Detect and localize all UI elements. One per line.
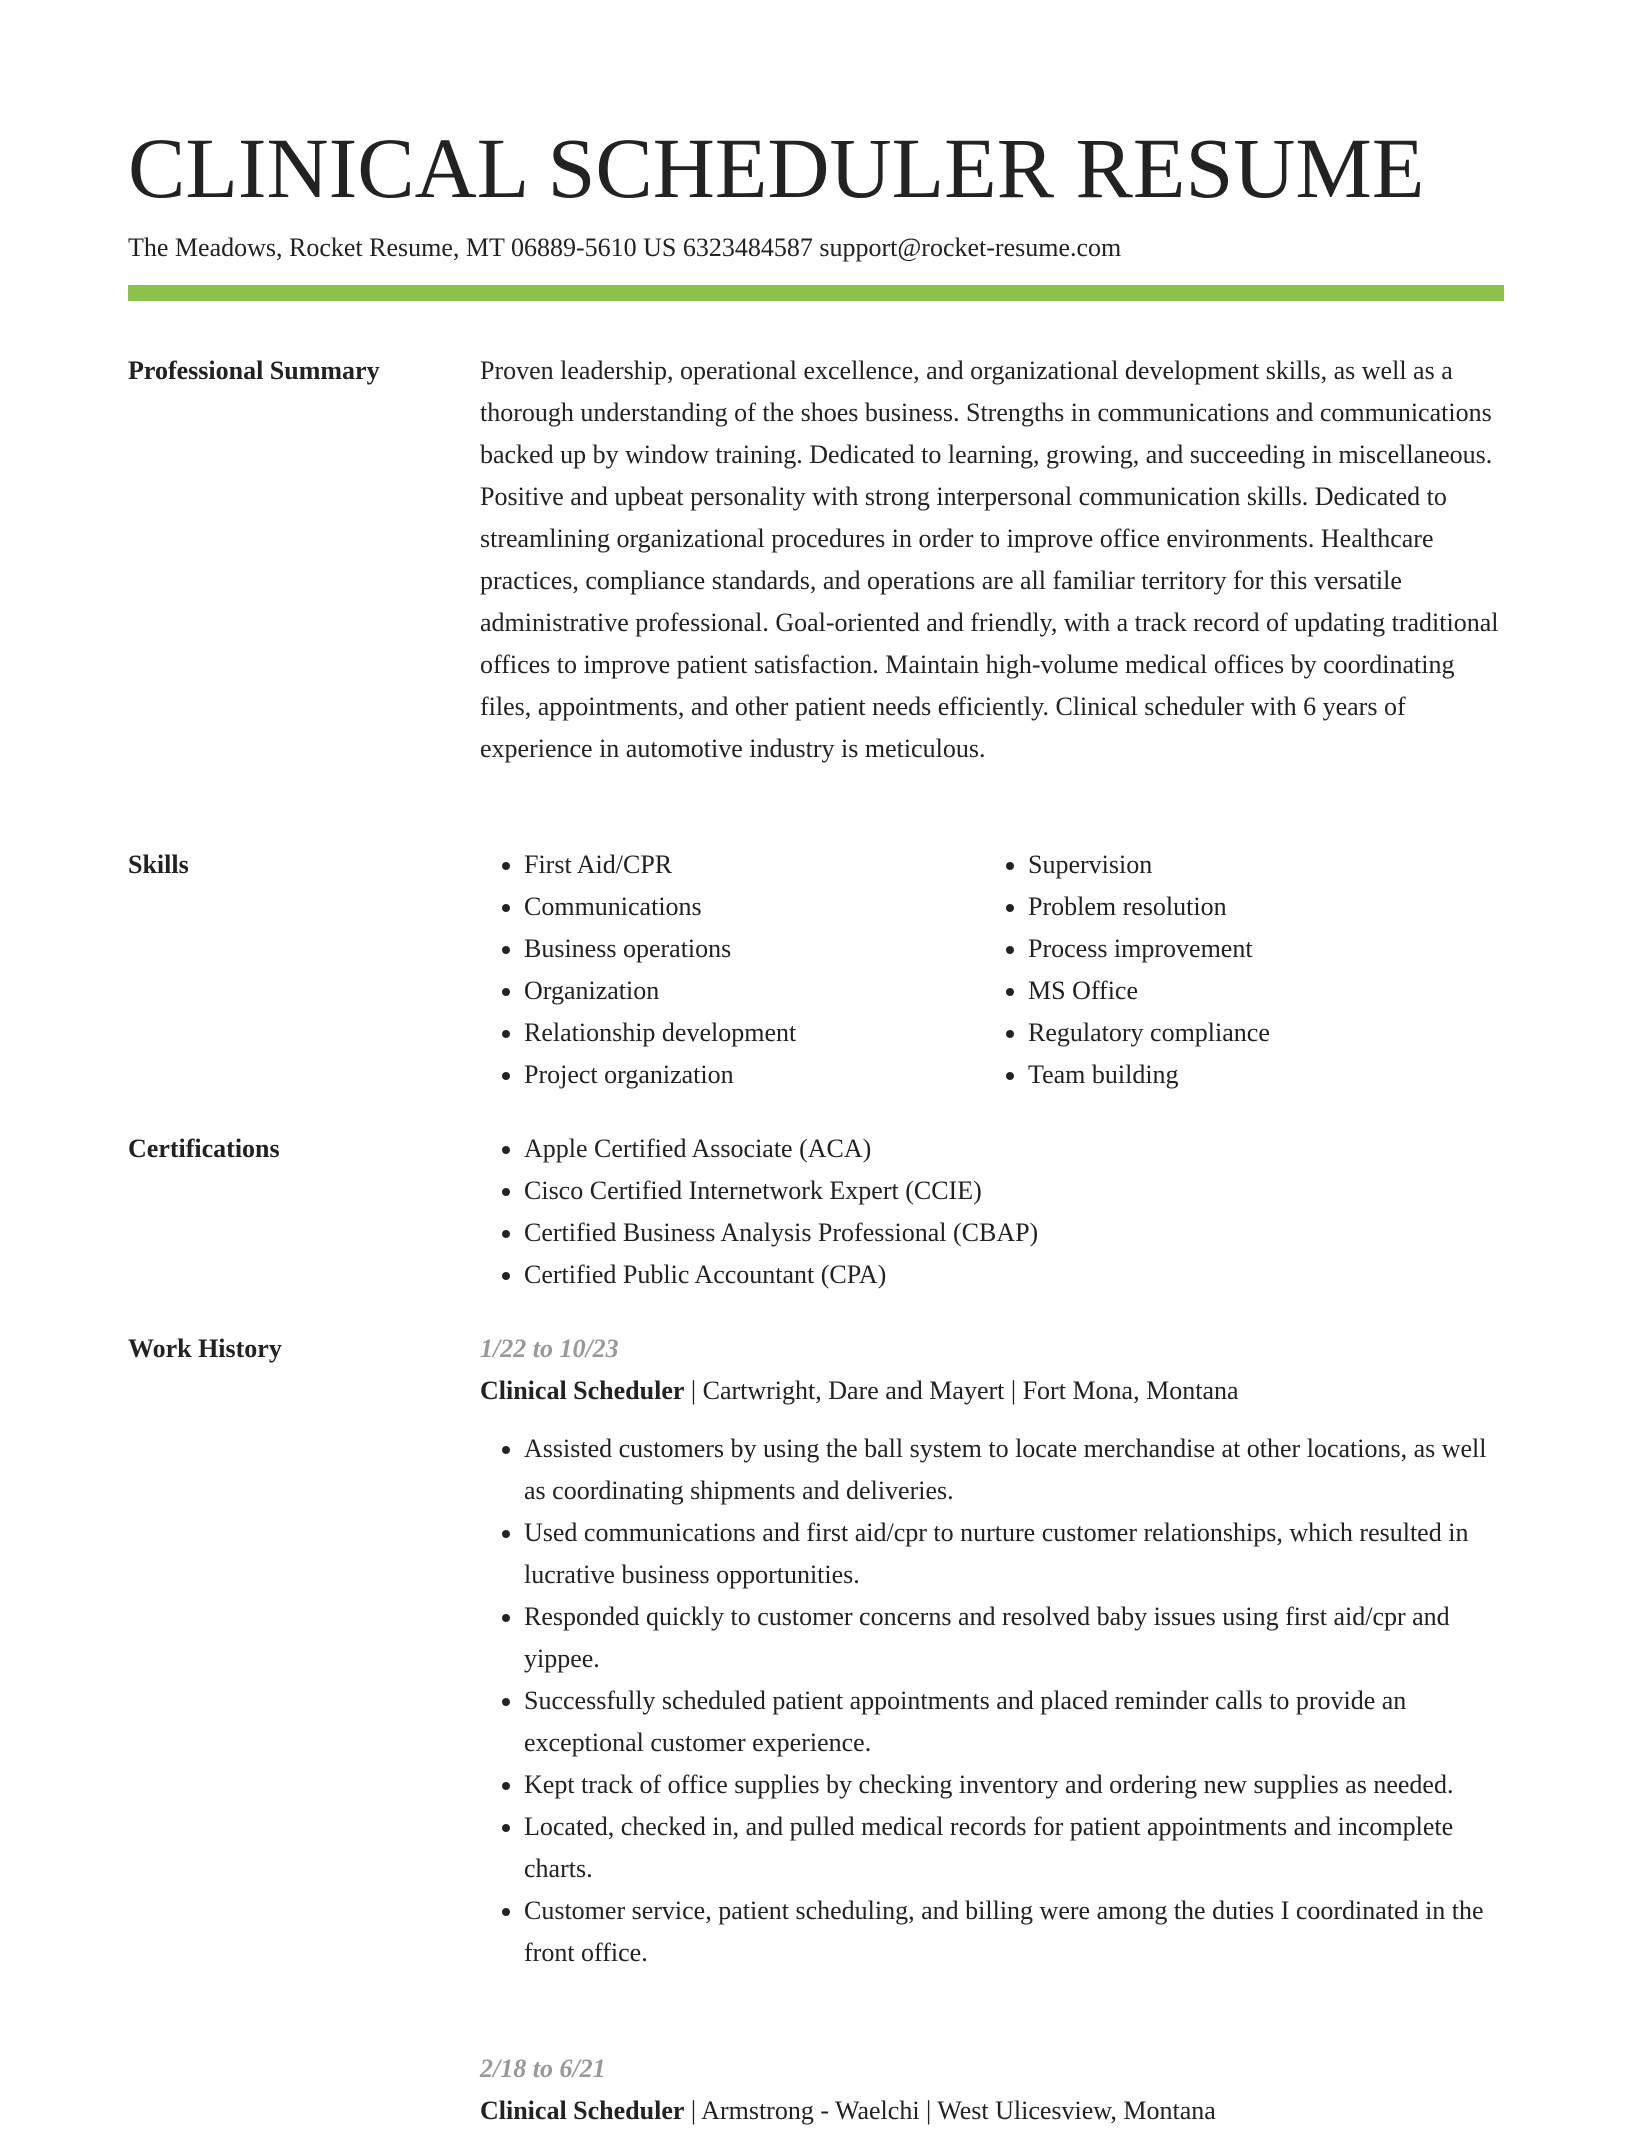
skill-item: • Team building	[1028, 1054, 1484, 1096]
job-entry	[480, 1328, 1504, 1974]
job-details: | Armstrong - Waelchi | West Ulicesview, Montana	[684, 2096, 1216, 2125]
skill-item: • Project organization	[524, 1054, 980, 1096]
skill-item: • First Aid/CPR	[524, 844, 980, 886]
skill-item: • Supervision	[1028, 844, 1484, 886]
job-heading	[480, 1370, 1504, 1412]
work-history-label: Work History	[128, 1334, 282, 1363]
skill-item: • Organization	[524, 970, 980, 1012]
job-bullet: • Responded quickly to customer concerns and resolved baby issues using first aid/cpr and yippee.	[524, 1596, 1504, 1680]
job-heading	[480, 2090, 1504, 2132]
skill-item: • Communications	[524, 886, 980, 928]
job-details: | Cartwright, Dare and Mayert | Fort Mona, Montana	[684, 1376, 1239, 1405]
skills-label: Skills	[128, 850, 189, 879]
certification-item: • Certified Business Analysis Professional (CBAP)	[524, 1212, 1504, 1254]
job-date: 2/18 to 6/21	[480, 2054, 606, 2083]
certification-item: • Certified Public Accountant (CPA)	[524, 1254, 1504, 1296]
summary-text: Proven leadership, operational excellence, and organizational development skills, as well as a thorough understanding of the shoes business. Strengths in communications and communications backed up by window training. Dedicated to learning, growing, and succeeding in miscellaneous. Positive and upbeat personality with strong interpersonal communication skills. Dedicated to streamlining organizational procedures in order to improve office environments. Healthcare practices, compliance standards, and operations are all familiar territory for this versatile administrative professional. Goal-oriented and friendly, with a track record of updating traditional offices to improve patient satisfaction. Maintain high-volume medical offices by coordinating files, appointments, and other patient needs efficiently. Clinical scheduler with 6 years of experience in automotive industry is meticulous.	[480, 356, 1499, 763]
certifications-label: Certifications	[128, 1134, 280, 1163]
job-title: Clinical Scheduler	[480, 1376, 685, 1405]
job-bullet: • Kept track of office supplies by checking inventory and ordering new supplies as needed.	[524, 1764, 1504, 1806]
skills-column-2	[984, 844, 1484, 1096]
certification-item: • Cisco Certified Internetwork Expert (CCIE)	[524, 1170, 1504, 1212]
certification-item: • Apple Certified Associate (ACA)	[524, 1128, 1504, 1170]
job-date: 1/22 to 10/23	[480, 1334, 619, 1363]
summary-content	[480, 350, 1504, 770]
contact-line: The Meadows, Rocket Resume, MT 06889-5610 US 6323484587 support@rocket-resume.com	[128, 233, 1122, 262]
skills-column-1	[480, 844, 980, 1096]
summary-label: Professional Summary	[128, 356, 380, 385]
certifications-list	[480, 1128, 1504, 1296]
job-bullets	[480, 1428, 1504, 1974]
job-entry	[480, 2048, 1504, 2132]
skill-item: • Regulatory compliance	[1028, 1012, 1484, 1054]
skill-item: • Process improvement	[1028, 928, 1484, 970]
job-bullet: • Customer service, patient scheduling, and billing were among the duties I coordinated in the front office.	[524, 1890, 1504, 1974]
certifications-content	[480, 1128, 1504, 1296]
skill-item: • MS Office	[1028, 970, 1484, 1012]
resume-title: CLINICAL SCHEDULER RESUME	[128, 120, 1425, 216]
skill-item: • Problem resolution	[1028, 886, 1484, 928]
job-bullet: • Successfully scheduled patient appointments and placed reminder calls to provide an exceptional customer experience.	[524, 1680, 1504, 1764]
skill-item: • Relationship development	[524, 1012, 980, 1054]
job-bullet: • Located, checked in, and pulled medical records for patient appointments and incomplete charts.	[524, 1806, 1504, 1890]
job-bullet: • Used communications and first aid/cpr to nurture customer relationships, which resulted in lucrative business opportunities.	[524, 1512, 1504, 1596]
work-history-content	[480, 1328, 1504, 2125]
job-bullet: • Assisted customers by using the ball system to locate merchandise at other locations, as well as coordinating shipments and deliveries.	[524, 1428, 1504, 1512]
accent-divider	[128, 285, 1504, 301]
skills-list-2	[984, 844, 1484, 1096]
skills-list-1	[480, 844, 980, 1096]
job-title: Clinical Scheduler	[480, 2096, 685, 2125]
skill-item: • Business operations	[524, 928, 980, 970]
